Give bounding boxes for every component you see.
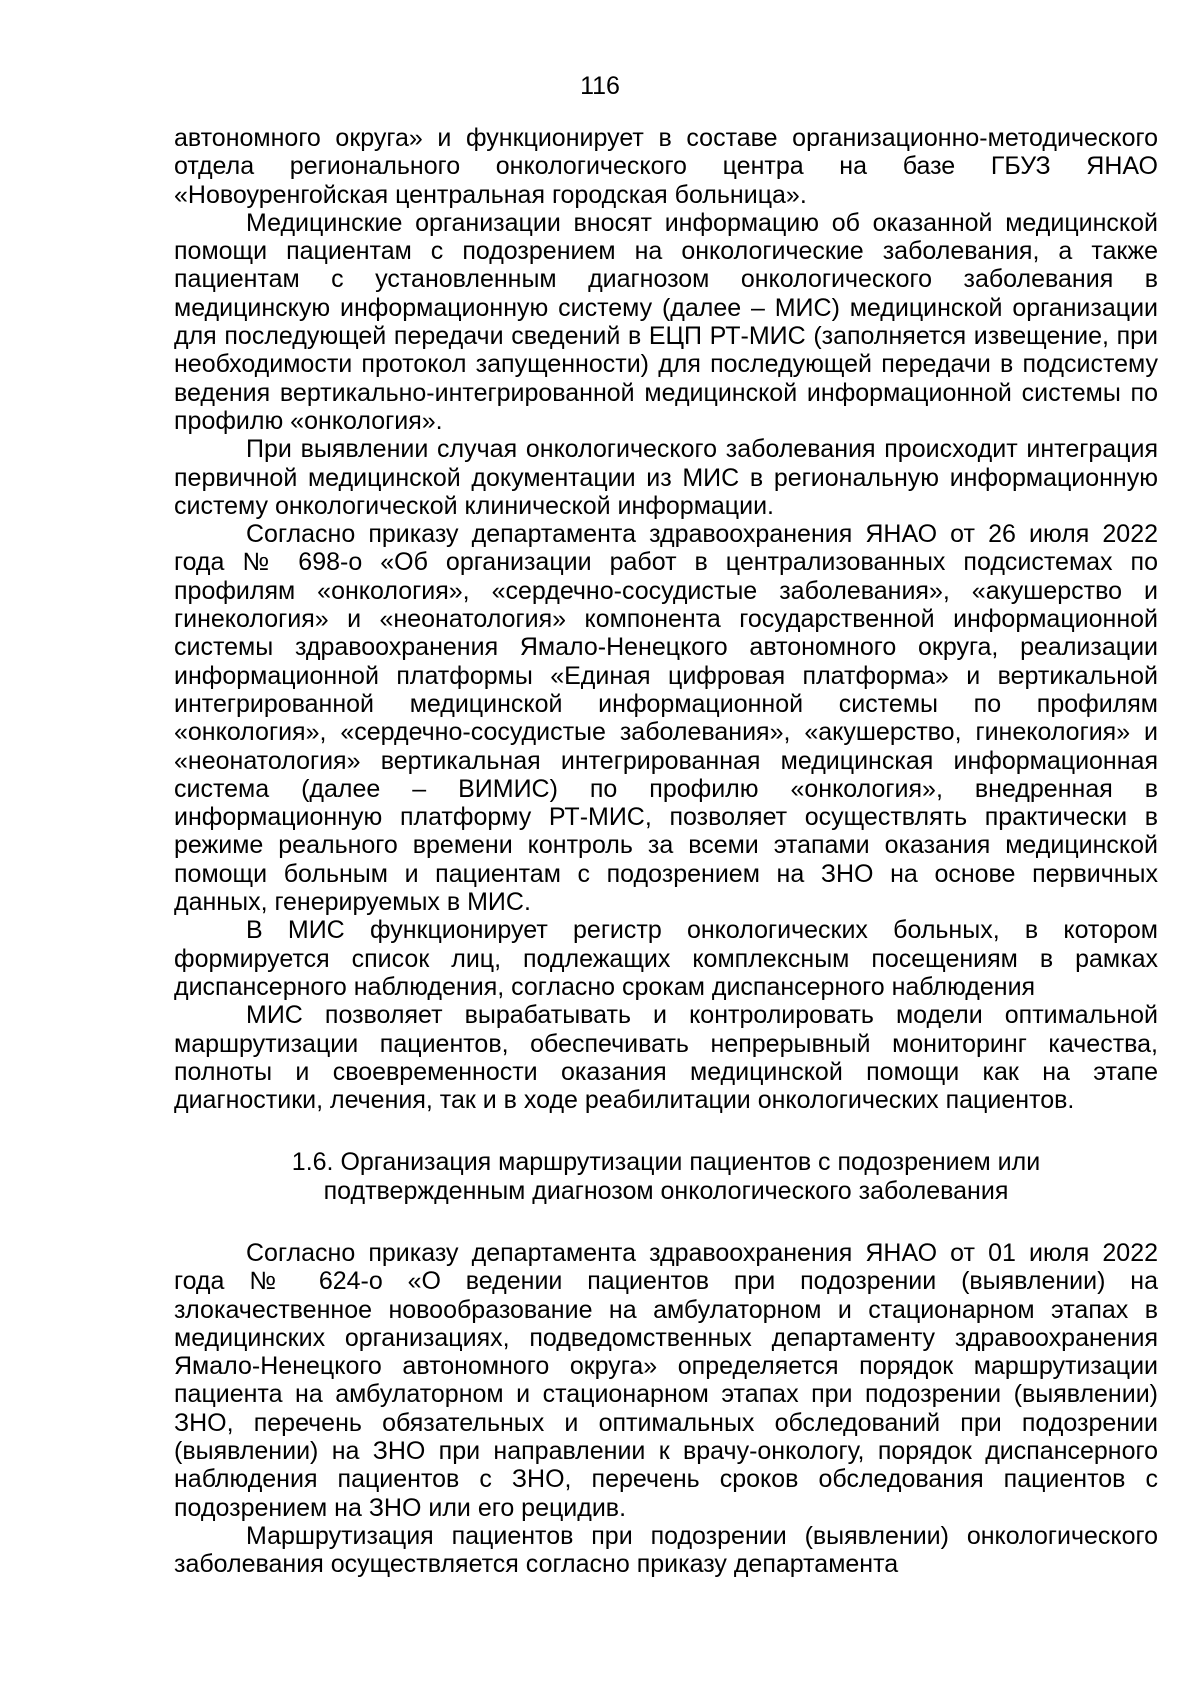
paragraph-mis-data-entry: Медицинские организации вносят информацию об оказанной медицинской помощи пациентам с подозрением на онкологические заболевания, а также пациентам с установленным диагнозом онкологического заболевания в медицинскую информационную систему (далее – МИС) медицинской организации для последующей передачи сведений в ЕЦП РТ-МИС (заполняется извещение, при необходимости протокол запущенности) для последующей передачи в подсистему ведения вертикально-интегрированной медицинской информационной системы по профилю «онкология».	[174, 208, 1158, 435]
paragraph-registry: В МИС функционирует регистр онкологических больных, в котором формируется список лиц, подлежащих комплексным посещениям в рамках диспансерного наблюдения, согласно срокам диспансерного наблюдения	[174, 916, 1158, 1001]
document-body	[174, 124, 1158, 1579]
page-number: 116	[580, 72, 620, 100]
section-heading	[174, 1148, 1158, 1205]
section-heading-line-2: подтвержденным диагнозом онкологического заболевания	[323, 1176, 1009, 1205]
paragraph-order-698: Согласно приказу департамента здравоохранения ЯНАО от 26 июля 2022 года № 698-о «Об организации работ в централизованных подсистемах по профилям «онкология», «сердечно-сосудистые заболевания», «акушерство и гинекология» и «неонатология» компонента государственной информационной системы здравоохранения Ямало-Ненецкого автономного округа, реализации информационной платформы «Единая цифровая платформа» и вертикальной интегрированной медицинской информационной системы по профилям «онкология», «сердечно-сосудистые заболевания», «акушерство, гинекология» и «неонатология» вертикальная интегрированная медицинская информационная система (далее – ВИМИС) по профилю «онкология», внедренная в информационную платформу РТ-МИС, позволяет осуществлять практически в режиме реального времени контроль за всеми этапами оказания медицинской помощи больным и пациентам с подозрением на ЗНО на основе первичных данных, генерируемых в МИС.	[174, 520, 1158, 917]
paragraph-routing-models: МИС позволяет вырабатывать и контролировать модели оптимальной маршрутизации пациентов, обеспечивать непрерывный мониторинг качества, полноты и своевременности оказания медицинской помощи как на этапе диагностики, лечения, так и в ходе реабилитации онкологических пациентов.	[174, 1001, 1158, 1115]
paragraph-routing: Маршрутизация пациентов при подозрении (выявлении) онкологического заболевания осуществляется согласно приказу департамента	[174, 1521, 1158, 1579]
paragraph-integration: При выявлении случая онкологического заболевания происходит интеграция первичной медицинской документации из МИС в региональную информационную систему онкологической клинической информации.	[174, 435, 1158, 520]
section-heading-line-1: 1.6. Организация маршрутизации пациентов с подозрением или	[291, 1148, 1041, 1177]
paragraph-order-624: Согласно приказу департамента здравоохранения ЯНАО от 01 июля 2022 года № 624-о «О ведении пациентов при подозрении (выявлении) на злокачественное новообразование на амбулаторном и стационарном этапах в медицинских организациях, подведомственных департаменту здравоохранения Ямало-Ненецкого автономного округа» определяется порядок маршрутизации пациента на амбулаторном и стационарном этапах при подозрении (выявлении) ЗНО, перечень обязательных и оптимальных обследований при подозрении (выявлении) на ЗНО при направлении к врачу-онкологу, порядок диспансерного наблюдения пациентов с ЗНО, перечень сроков обследования пациентов с подозрением на ЗНО или его рецидив.	[174, 1238, 1158, 1522]
paragraph-continuation: автономного округа» и функционирует в составе организационно-методического отдела регионального онкологического центра на базе ГБУЗ ЯНАО «Новоуренгойская центральная городская больница».	[174, 124, 1158, 209]
